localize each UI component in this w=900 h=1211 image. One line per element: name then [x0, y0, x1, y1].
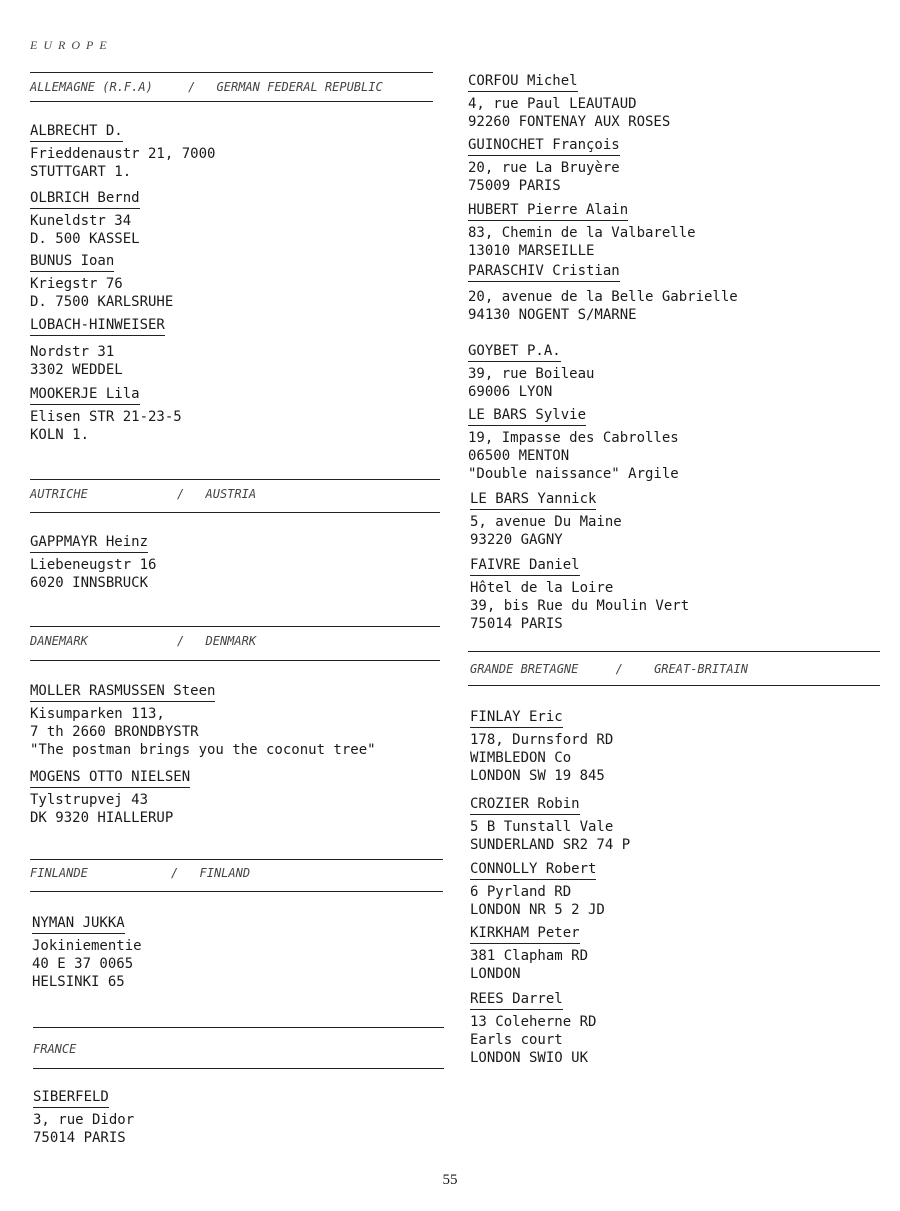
section-rule [30, 660, 440, 661]
address-line: "Double naissance" Argile [468, 466, 679, 482]
entry-finlay [470, 708, 613, 785]
entry-nyman [32, 914, 142, 991]
contact-name: LE BARS Yannick [470, 490, 596, 510]
section-separator: / [188, 80, 196, 94]
entry-crozier [470, 795, 630, 854]
address-line: Jokiniementie [32, 938, 142, 954]
section-rule [33, 1068, 444, 1069]
section-rule [30, 479, 440, 480]
section-separator: / [177, 487, 185, 501]
address-line: HELSINKI 65 [32, 974, 125, 990]
address-line: 39, bis Rue du Moulin Vert [470, 598, 690, 614]
contact-name: HUBERT Pierre Alain [468, 201, 628, 221]
address-line: Earls court [470, 1032, 563, 1048]
address-line: D. 7500 KARLSRUHE [30, 294, 174, 310]
address-line: 3, rue Didor [33, 1112, 135, 1128]
address-line: 69006 LYON [468, 384, 553, 400]
entry-corfou [468, 72, 670, 131]
address-line: 6 Pyrland RD [470, 884, 572, 900]
contact-name: CORFOU Michel [468, 72, 578, 92]
address-line: 3302 WEDDEL [30, 362, 123, 378]
contact-name: FINLAY Eric [470, 708, 563, 728]
address-line: 20, avenue de la Belle Gabrielle [468, 289, 738, 305]
address-line: LONDON SWIO UK [470, 1050, 589, 1066]
section-rule [33, 1027, 444, 1028]
entry-lebars-sylvie [468, 406, 679, 483]
section-rule [30, 859, 443, 860]
entry-lebars-yannick [470, 490, 622, 549]
section-rule [30, 891, 443, 892]
section-separator: / [615, 662, 623, 676]
entry-gappmayr [30, 533, 156, 592]
contact-name: LOBACH-HINWEISER [30, 316, 165, 336]
entry-kirkham [470, 924, 588, 983]
address-line: "The postman brings you the coconut tree" [30, 742, 376, 758]
address-line: STUTTGART 1. [30, 164, 132, 180]
contact-name: GOYBET P.A. [468, 342, 561, 362]
entry-olbrich [30, 189, 140, 248]
contact-name: MOGENS OTTO NIELSEN [30, 768, 190, 788]
address-line: 7 th 2660 BRONDBYSTR [30, 724, 199, 740]
section-separator: / [171, 866, 179, 880]
address-line: 178, Durnsford RD [470, 732, 614, 748]
page-header: EUROPE [30, 38, 113, 52]
address-line: 40 E 37 0065 [32, 956, 134, 972]
address-line: 83, Chemin de la Valbarelle [468, 225, 696, 241]
entry-bunus [30, 252, 173, 311]
section-label-fr: GRANDE BRETAGNE [470, 662, 579, 676]
address-line: Tylstrupvej 43 [30, 792, 149, 808]
contact-name: OLBRICH Bernd [30, 189, 140, 209]
section-label-en: AUSTRIA [205, 487, 257, 501]
address-line: 75009 PARIS [468, 178, 561, 194]
address-line: LONDON SW 19 845 [470, 768, 605, 784]
section-rule [30, 72, 433, 73]
address-line: 13010 MARSEILLE [468, 243, 595, 259]
entry-siberfeld [33, 1088, 134, 1147]
section-rule [30, 512, 440, 513]
address-line: Elisen STR 21-23-5 [30, 409, 182, 425]
address-line: LONDON NR 5 2 JD [470, 902, 605, 918]
entry-albrecht [30, 122, 215, 181]
section-label-fr: FINLANDE [30, 866, 88, 880]
address-line: 75014 PARIS [470, 616, 563, 632]
address-line: D. 500 KASSEL [30, 231, 140, 247]
page-number: 55 [442, 1172, 458, 1188]
contact-name: KIRKHAM Peter [470, 924, 580, 944]
section-separator: / [177, 634, 185, 648]
address-line: 4, rue Paul LEAUTAUD [468, 96, 637, 112]
section-finland [30, 866, 250, 880]
address-line: SUNDERLAND SR2 74 P [470, 837, 631, 853]
entry-mookerje [30, 385, 182, 444]
entry-lobach [30, 316, 165, 379]
entry-connolly [470, 860, 605, 919]
address-line: 381 Clapham RD [470, 948, 589, 964]
entry-guinochet [468, 136, 620, 195]
section-austria [30, 487, 256, 501]
address-line: 39, rue Boileau [468, 366, 595, 382]
section-denmark [30, 634, 256, 648]
address-line: KOLN 1. [30, 427, 90, 443]
address-line: Nordstr 31 [30, 344, 115, 360]
contact-name: ALBRECHT D. [30, 122, 123, 142]
section-rule [30, 101, 433, 102]
address-line: LONDON [470, 966, 521, 982]
contact-name: FAIVRE Daniel [470, 556, 580, 576]
section-label-en: GREAT-BRITAIN [654, 662, 748, 676]
address-line: 19, Impasse des Cabrolles [468, 430, 679, 446]
entry-moller [30, 682, 376, 759]
section-label-en: FINLAND [199, 866, 251, 880]
address-line: Kuneldstr 34 [30, 213, 132, 229]
address-line: Kisumparken 113, [30, 706, 165, 722]
contact-name: BUNUS Ioan [30, 252, 114, 272]
section-france [33, 1042, 76, 1056]
section-label-fr: FRANCE [33, 1042, 77, 1056]
contact-name: REES Darrel [470, 990, 563, 1010]
address-line: DK 9320 HIALLERUP [30, 810, 174, 826]
section-rule [468, 651, 880, 652]
contact-name: PARASCHIV Cristian [468, 262, 620, 282]
address-line: WIMBLEDON Co [470, 750, 572, 766]
entry-faivre [470, 556, 689, 633]
address-line: 6020 INNSBRUCK [30, 575, 149, 591]
entry-paraschiv [468, 262, 738, 324]
address-line: Hôtel de la Loire [470, 580, 614, 596]
contact-name: LE BARS Sylvie [468, 406, 586, 426]
section-rule [468, 685, 880, 686]
contact-name: NYMAN JUKKA [32, 914, 125, 934]
section-label-en: GERMAN FEDERAL REPUBLIC [216, 80, 383, 94]
section-label-fr: ALLEMAGNE (R.F.A) [30, 80, 153, 94]
section-rule [30, 626, 440, 627]
contact-name: GUINOCHET François [468, 136, 620, 156]
address-line: 5, avenue Du Maine [470, 514, 622, 530]
entry-goybet [468, 342, 594, 401]
address-line: 75014 PARIS [33, 1130, 126, 1146]
contact-name: CONNOLLY Robert [470, 860, 596, 880]
section-label-fr: AUTRICHE [30, 487, 88, 501]
entry-mogens [30, 768, 190, 827]
contact-name: CROZIER Robin [470, 795, 580, 815]
address-line: Kriegstr 76 [30, 276, 123, 292]
contact-name: MOLLER RASMUSSEN Steen [30, 682, 215, 702]
address-line: Liebeneugstr 16 [30, 557, 157, 573]
section-label-en: DENMARK [205, 634, 257, 648]
entry-hubert [468, 201, 696, 260]
section-britain [470, 662, 748, 676]
contact-name: SIBERFELD [33, 1088, 109, 1108]
entry-rees [470, 990, 596, 1067]
address-line: 92260 FONTENAY AUX ROSES [468, 114, 671, 130]
address-line: 13 Coleherne RD [470, 1014, 597, 1030]
contact-name: MOOKERJE Lila [30, 385, 140, 405]
address-line: 20, rue La Bruyère [468, 160, 620, 176]
address-line: 5 B Tunstall Vale [470, 819, 614, 835]
address-line: Frieddenaustr 21, 7000 [30, 146, 216, 162]
section-label-fr: DANEMARK [30, 634, 88, 648]
contact-name: GAPPMAYR Heinz [30, 533, 148, 553]
address-line: 06500 MENTON [468, 448, 570, 464]
address-line: 94130 NOGENT S/MARNE [468, 307, 637, 323]
address-line: 93220 GAGNY [470, 532, 563, 548]
section-germany [30, 80, 383, 94]
